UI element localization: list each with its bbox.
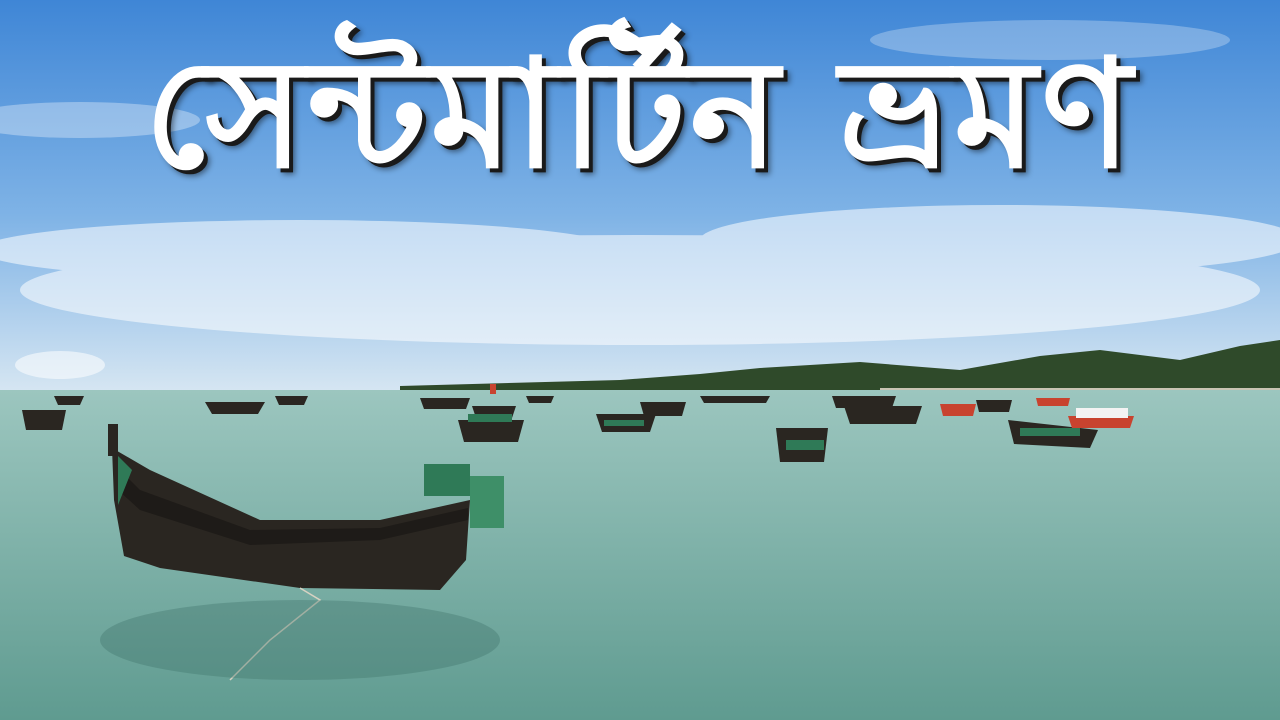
video-title: সেন্টমার্টিন ভ্রমণ <box>144 28 1136 202</box>
tour-boat-cabin <box>1076 408 1128 418</box>
boat-reflection <box>100 600 500 680</box>
